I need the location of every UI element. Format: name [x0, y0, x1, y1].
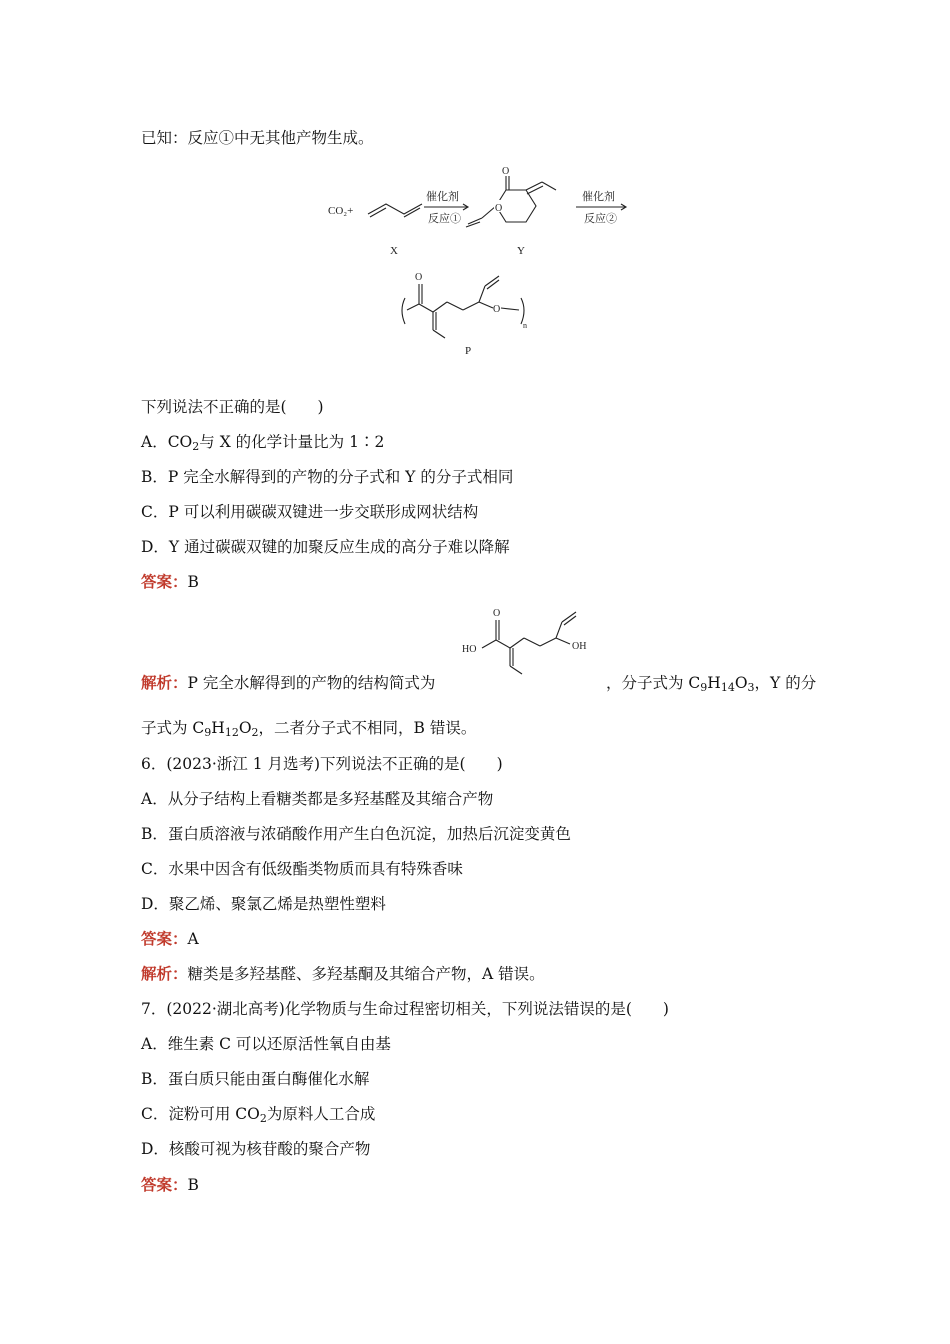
- product-oh-right: OH: [572, 641, 587, 652]
- y-label: Y: [517, 245, 525, 257]
- q5-option-c: C．P 可以利用碳碳双键进一步交联形成网状结构: [141, 503, 479, 521]
- q6-option-a: A．从分子结构上看糖类都是多羟基醛及其缩合产物: [141, 790, 494, 808]
- polymer-p-structure: [395, 262, 545, 358]
- q6-stem: 6．(2023·浙江 1 月选考)下列说法不正确的是( ): [141, 755, 503, 773]
- hydrolysis-product-structure: [458, 604, 608, 684]
- p-label: P: [465, 345, 472, 357]
- product-carbonyl-o: O: [493, 608, 501, 619]
- p-carbonyl-o: O: [415, 272, 423, 283]
- q6-analysis: 解析：糖类是多羟基醛、多羟基酮及其缩合产物，A 错误。: [141, 964, 545, 983]
- q6-option-c: C．水果中因含有低级酯类物质而具有特殊香味: [141, 860, 463, 878]
- q5-analysis-line-1: 解析：P 完全水解得到的产物的结构简式为: [141, 673, 436, 692]
- q5-analysis-line-2: 子式为 $C_9H_{12}O_2$，二者分子式不相同，B 错误。: [141, 719, 477, 739]
- p-repeat-n: n: [523, 321, 527, 330]
- reaction-1-label: 反应①: [428, 213, 461, 225]
- q7-option-b: B．蛋白质只能由蛋白酶催化水解: [141, 1070, 370, 1088]
- q6-answer: 答案：A: [141, 929, 199, 948]
- reaction-2-label: 反应②: [584, 213, 617, 225]
- q7-option-c: C．淀粉可用 $CO_2$为原料人工合成: [141, 1105, 376, 1125]
- q5-stem: 下列说法不正确的是( ): [141, 398, 324, 416]
- q6-option-b: B．蛋白质溶液与浓硝酸作用产生白色沉淀，加热后沉淀变黄色: [141, 825, 571, 843]
- catalyst-label-1: 催化剂: [426, 191, 459, 203]
- y-carbonyl-o: O: [502, 166, 510, 177]
- q5-option-d: D．Y 通过碳碳双键的加聚反应生成的高分子难以降解: [141, 538, 510, 556]
- q6-option-d: D．聚乙烯、聚氯乙烯是热塑性塑料: [141, 895, 386, 913]
- q7-option-a: A．维生素 C 可以还原活性氧自由基: [141, 1035, 391, 1053]
- y-ring-o: O: [495, 203, 503, 214]
- reaction-scheme: [320, 160, 640, 260]
- q5-option-a: A．$CO_2$与 X 的化学计量比为 1∶2: [141, 433, 385, 453]
- co2-label: CO₂+: [328, 205, 354, 217]
- q5-option-b: B．P 完全水解得到的产物的分子式和 Y 的分子式相同: [141, 468, 514, 486]
- x-butadiene-bonds: [368, 204, 422, 214]
- q5-answer: 答案：B: [141, 572, 199, 591]
- intro-text: 已知：反应①中无其他产物生成。: [141, 129, 374, 147]
- q7-answer: 答案：B: [141, 1175, 199, 1194]
- q7-stem: 7．(2022·湖北高考)化学物质与生命过程密切相关，下列说法错误的是( ): [141, 1000, 669, 1018]
- q7-option-d: D．核酸可视为核苷酸的聚合产物: [141, 1140, 371, 1158]
- product-oh-left: HO: [462, 644, 477, 655]
- q5-analysis-formula-1: ，分子式为 $C_9H_{14}O_3$，Y 的分: [606, 674, 817, 694]
- p-ester-o: O: [493, 304, 501, 315]
- x-label: X: [390, 245, 398, 257]
- catalyst-label-2: 催化剂: [582, 191, 615, 203]
